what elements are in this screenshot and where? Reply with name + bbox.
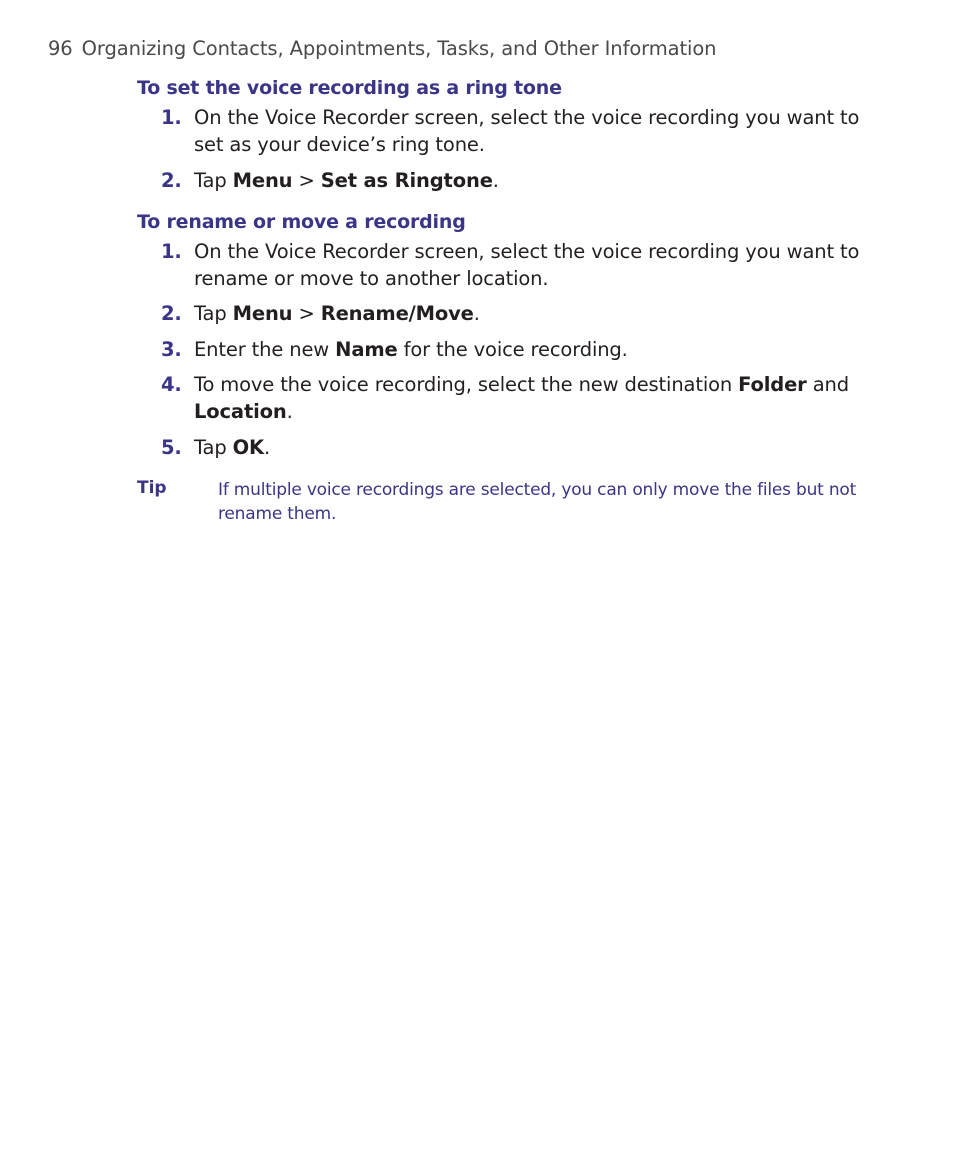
rename-step-5 bbox=[137, 434, 857, 461]
step-text: Enter the new Name for the voice recording. bbox=[194, 338, 628, 361]
chapter-title: Organizing Contacts, Appointments, Tasks, and Other Information bbox=[81, 37, 717, 60]
step-text: Tap Menu > Set as Ringtone. bbox=[194, 169, 499, 192]
page-header bbox=[48, 37, 716, 60]
step-text: On the Voice Recorder screen, select the voice recording you want to rename or move to another location. bbox=[194, 240, 860, 290]
rename-step-2 bbox=[137, 300, 857, 327]
ringtone-step-2 bbox=[137, 167, 857, 194]
rename-step-3 bbox=[137, 336, 857, 363]
rename-move-command: Rename/Move bbox=[320, 302, 474, 325]
step-number: 3. bbox=[161, 338, 182, 361]
step-text: Tap OK. bbox=[194, 436, 271, 459]
rename-step-1 bbox=[137, 238, 860, 292]
step-text: To move the voice recording, select the new destination Folder and Location. bbox=[194, 373, 849, 423]
name-field-term: Name bbox=[335, 338, 398, 361]
step-text: Tap Menu > Rename/Move. bbox=[194, 302, 480, 325]
menu-command: Menu bbox=[232, 302, 293, 325]
rename-step-4 bbox=[137, 371, 857, 425]
tip-label: Tip bbox=[137, 478, 167, 498]
set-as-ringtone-command: Set as Ringtone bbox=[320, 169, 493, 192]
step-number: 1. bbox=[161, 106, 182, 129]
tip-text: If multiple voice recordings are selected, you can only move the files but not rename them. bbox=[218, 480, 857, 524]
step-number: 1. bbox=[161, 240, 182, 263]
step-text: On the Voice Recorder screen, select the voice recording you want to set as your device’s ring tone. bbox=[194, 106, 860, 156]
step-number: 4. bbox=[161, 373, 182, 396]
menu-command: Menu bbox=[232, 169, 293, 192]
step-number: 2. bbox=[161, 302, 182, 325]
section-heading-ringtone: To set the voice recording as a ring tone bbox=[137, 77, 562, 99]
ringtone-step-1 bbox=[137, 104, 860, 158]
location-field-term: Location bbox=[194, 400, 287, 423]
ok-command: OK bbox=[232, 436, 265, 459]
step-number: 2. bbox=[161, 169, 182, 192]
section-heading-rename-move: To rename or move a recording bbox=[137, 211, 466, 233]
folder-field-term: Folder bbox=[738, 373, 807, 396]
page-number: 96 bbox=[48, 37, 73, 60]
step-number: 5. bbox=[161, 436, 182, 459]
